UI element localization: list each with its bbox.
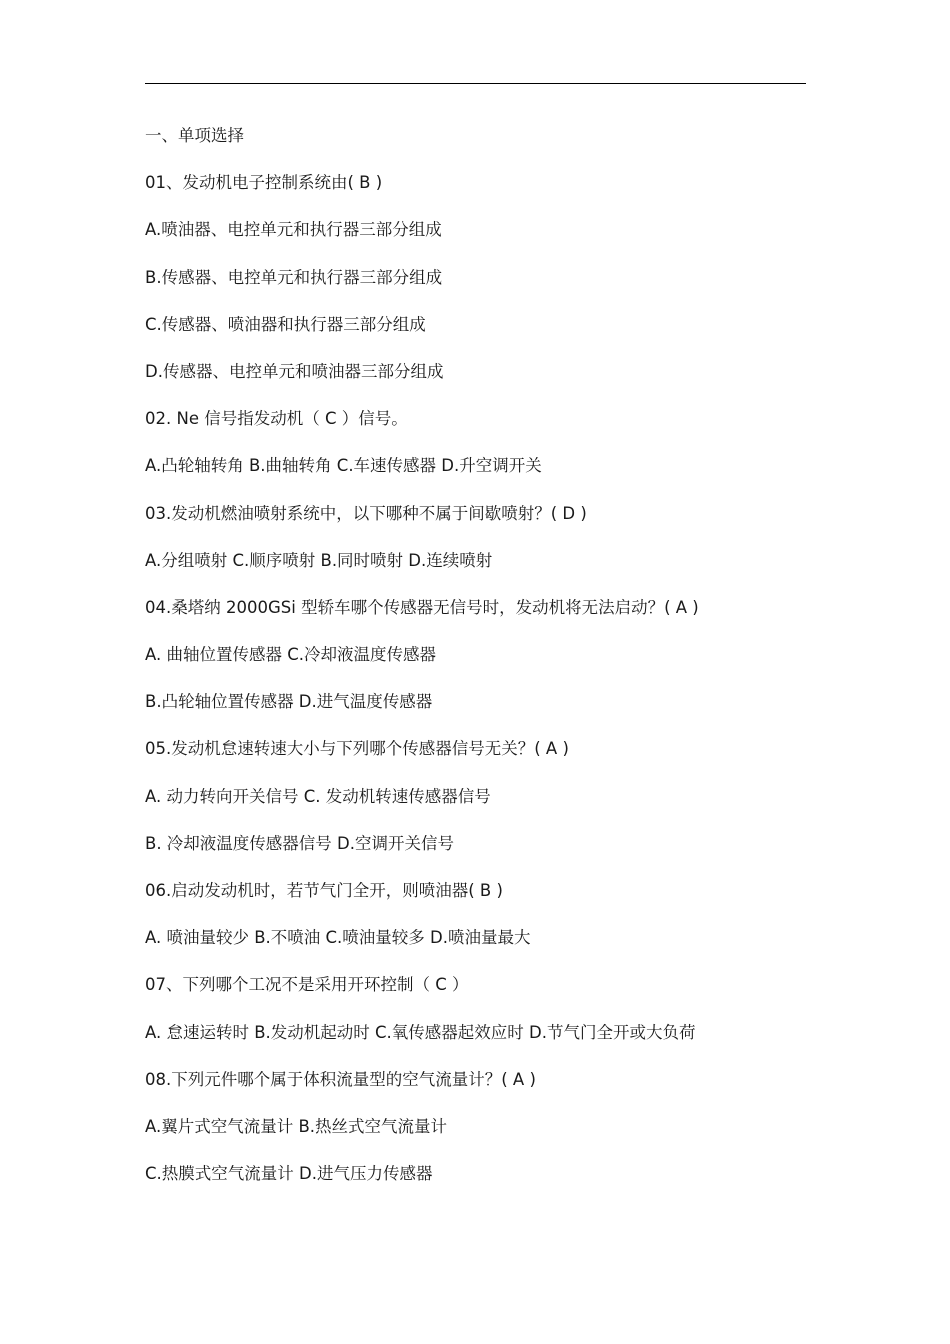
question-04-options-1: A. 曲轴位置传感器 C.冷却液温度传感器 [145,645,436,665]
question-05-options-1: A. 动力转向开关信号 C. 发动机转速传感器信号 [145,786,491,806]
question-03-options: A.分组喷射 C.顺序喷射 B.同时喷射 D.连续喷射 [145,550,493,570]
question-04: 04.桑塔纳 2000GSi 型轿车哪个传感器无信号时，发动机将无法启动？( A ) [145,597,699,617]
question-04-options-2: B.凸轮轴位置传感器 D.进气温度传感器 [145,692,433,712]
question-01-option-c: C.传感器、喷油器和执行器三部分组成 [145,314,426,334]
question-02-options: A.凸轮轴转角 B.曲轴转角 C.车速传感器 D.升空调开关 [145,456,542,476]
question-06-options: A. 喷油量较少 B.不喷油 C.喷油量较多 D.喷油量最大 [145,928,531,948]
question-01-option-b: B.传感器、电控单元和执行器三部分组成 [145,267,443,287]
question-01-option-d: D.传感器、电控单元和喷油器三部分组成 [145,361,444,381]
question-08-options-1: A.翼片式空气流量计 B.热丝式空气流量计 [145,1116,448,1136]
header-rule [145,83,806,84]
question-05: 05.发动机怠速转速大小与下列哪个传感器信号无关？( A ) [145,739,569,759]
question-01-option-a: A.喷油器、电控单元和执行器三部分组成 [145,220,442,240]
question-05-options-2: B. 冷却液温度传感器信号 D.空调开关信号 [145,833,455,853]
question-08-options-2: C.热膜式空气流量计 D.进气压力传感器 [145,1164,433,1184]
question-08: 08.下列元件哪个属于体积流量型的空气流量计？( A ) [145,1069,536,1089]
question-06: 06.启动发动机时，若节气门全开，则喷油器( B ) [145,881,503,900]
question-01: 01、发动机电子控制系统由( B ) [145,173,383,193]
question-03: 03.发动机燃油喷射系统中，以下哪种不属于间歇喷射？( D ) [145,503,587,523]
question-02: 02. Ne 信号指发动机（ C ）信号。 [145,409,408,429]
question-07-options: A. 怠速运转时 B.发动机起动时 C.氧传感器起效应时 D.节气门全开或大负荷 [145,1022,696,1042]
question-07: 07、下列哪个工况不是采用开环控制（ C ） [145,975,469,995]
document-body [145,122,806,1207]
section-heading: 一、单项选择 [145,126,244,145]
